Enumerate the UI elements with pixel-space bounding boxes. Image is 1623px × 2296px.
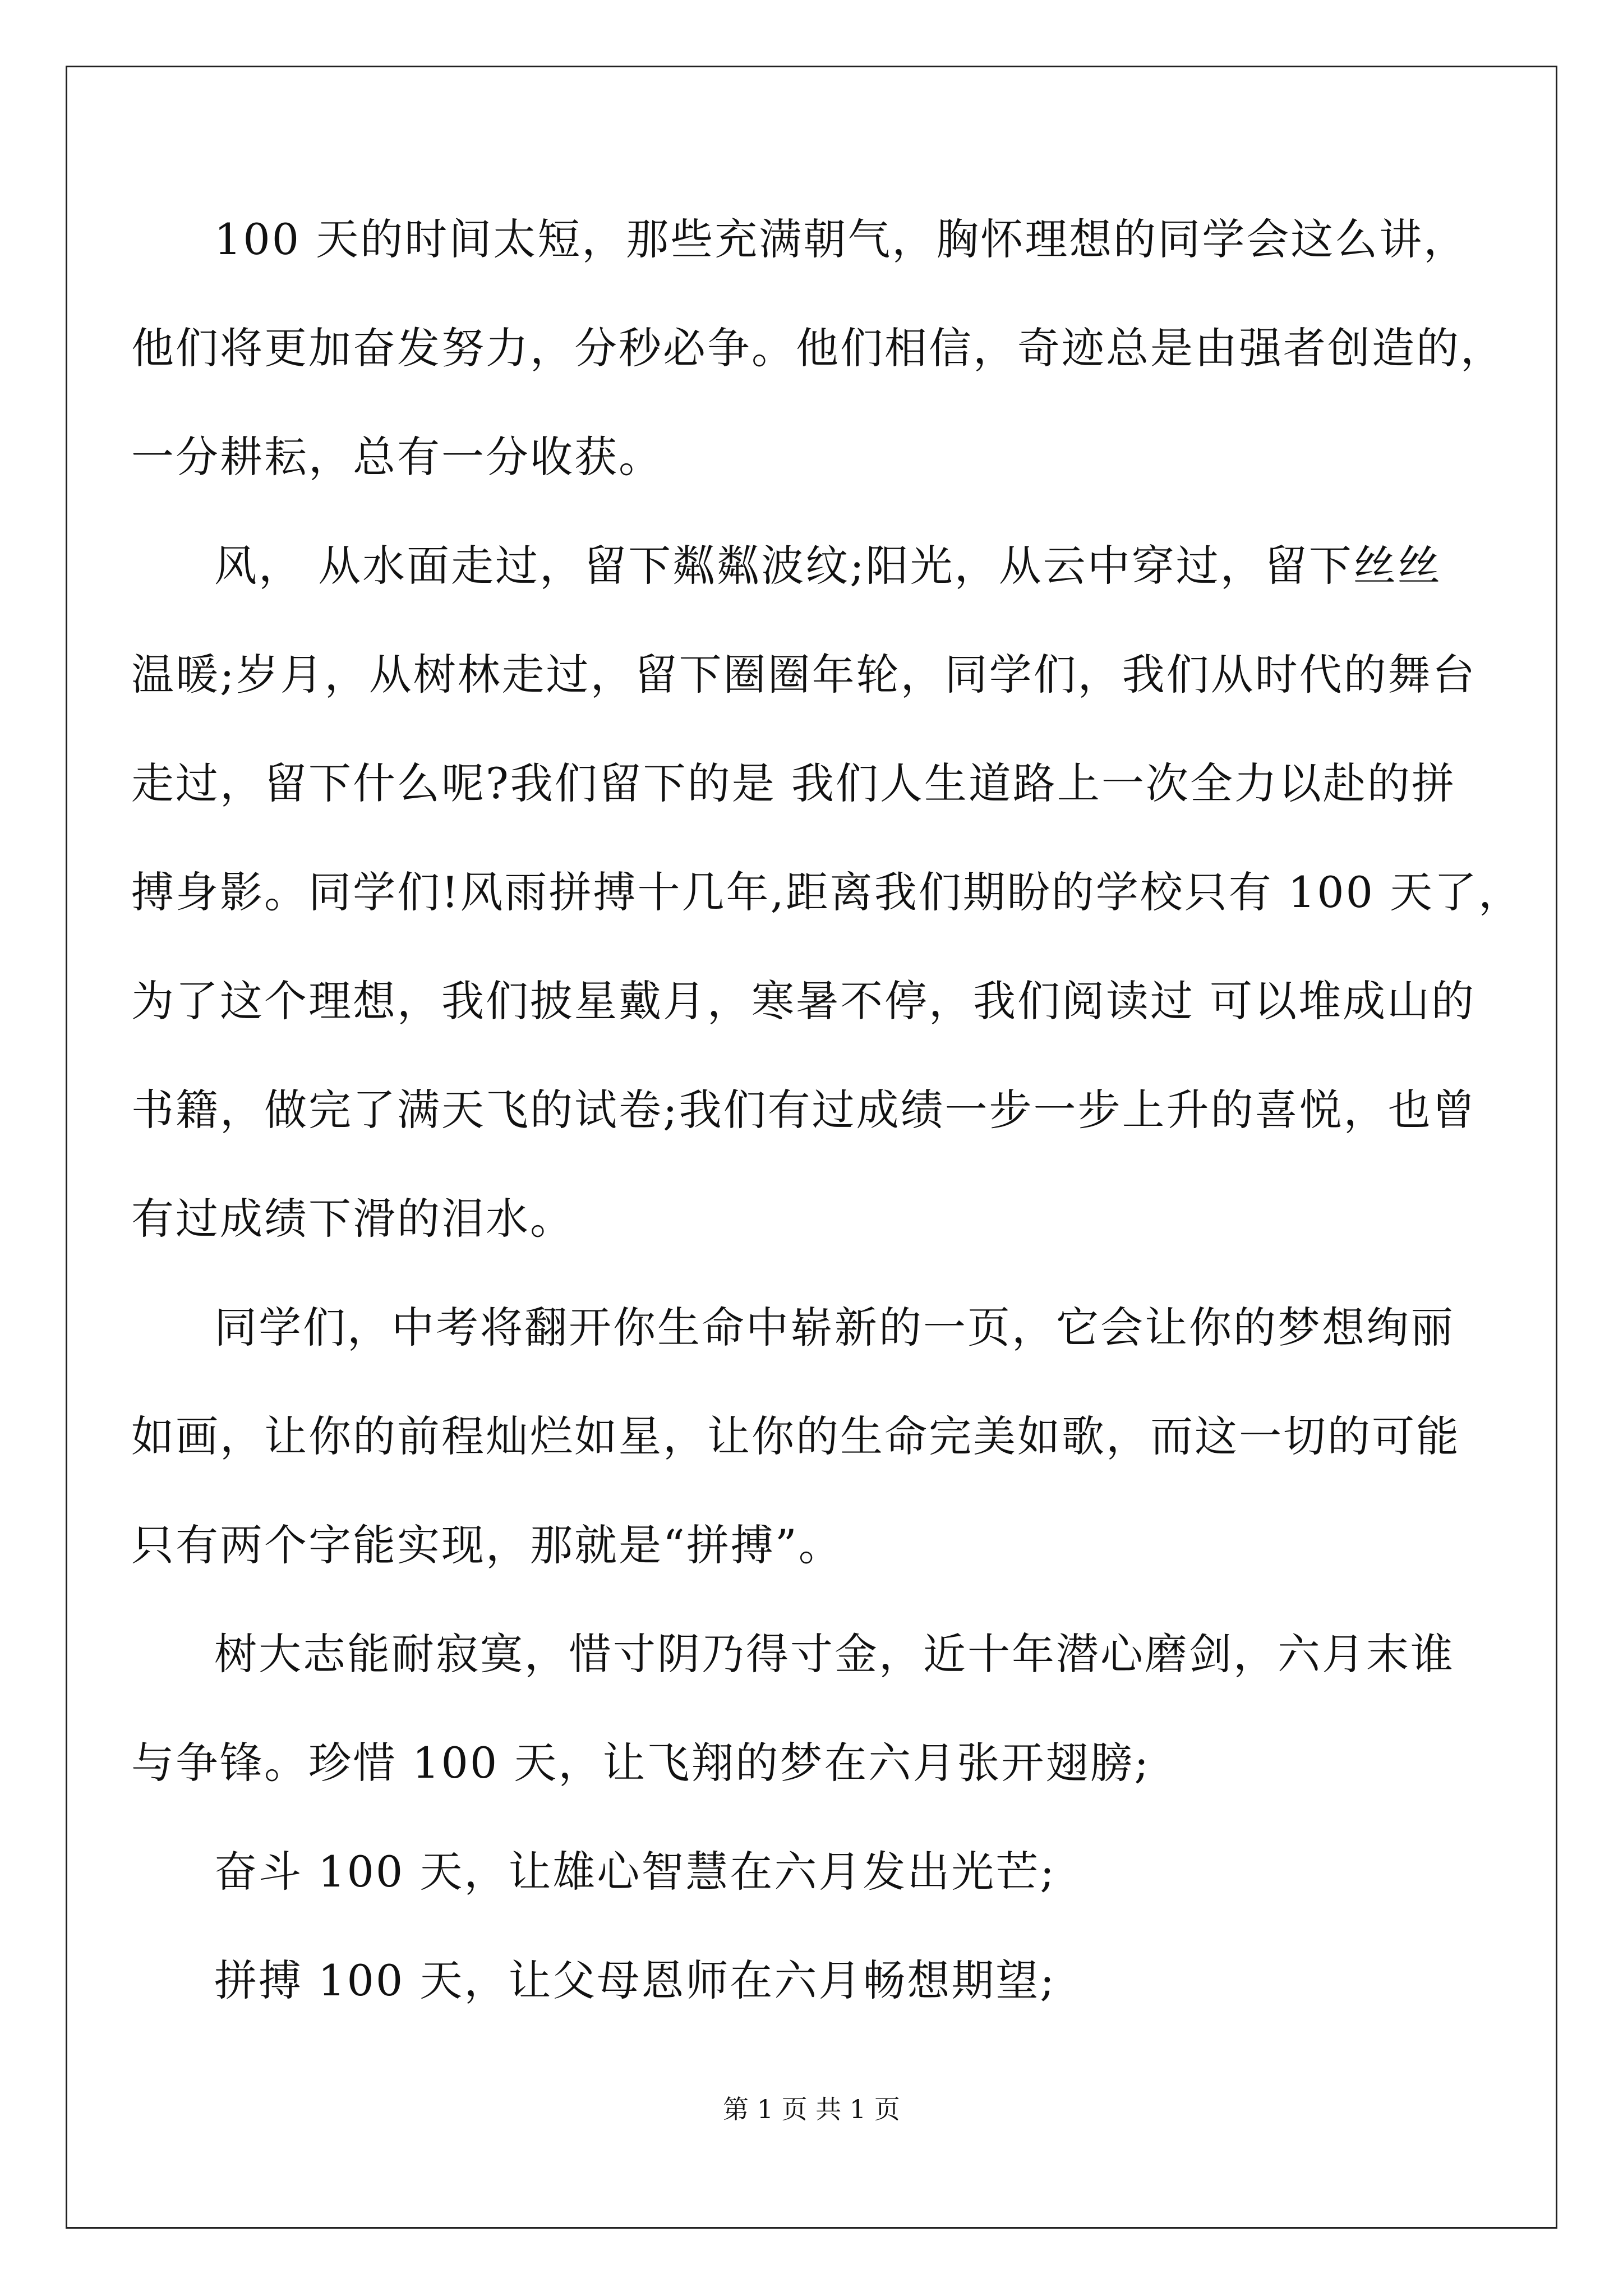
document-body [131,185,1523,2035]
text-line: 100 天的时间太短，那些充满朝气，胸怀理想的同学会这么讲， [214,214,1468,264]
text-line: 树大志能耐寂寞，惜寸阴乃得寸金，近十年潜心磨剑，六月末谁 [214,1629,1455,1679]
text-line: 只有两个字能实现，那就是“拼搏”。 [131,1520,843,1570]
text-line: 风， 从水面走过，留下粼粼波纹;阳光，从云中穿过，留下丝丝 [214,541,1442,591]
text-line: 为了这个理想，我们披星戴月，寒暑不停，我们阅读过 可以堆成山的 [131,976,1476,1026]
text-line: 书籍，做完了满天飞的试卷;我们有过成绩一步一步上升的喜悦，也曾 [131,1085,1477,1135]
text-line: 有过成绩下滑的泪水。 [131,1194,574,1244]
text-line: 温暖;岁月，从树林走过，留下圈圈年轮，同学们，我们从时代的舞台 [131,650,1477,700]
text-line: 与争锋。珍惜 100 天，让飞翔的梦在六月张开翅膀; [131,1738,1150,1788]
text-line: 拼搏 100 天，让父母恩师在六月畅想期望; [214,1955,1056,2005]
text-line: 他们将更加奋发努力，分秒必争。他们相信，奇迹总是由强者创造的， [131,323,1505,373]
text-line: 如画，让你的前程灿烂如星，让你的生命完美如歌，而这一切的可能 [131,1411,1460,1461]
page-number-footer: 第 1 页 共 1 页 [723,2094,900,2124]
text-line: 一分耕耘，总有一分收获。 [131,432,663,482]
text-line: 同学们，中考将翻开你生命中崭新的一页，它会让你的梦想绚丽 [214,1303,1455,1352]
text-line: 搏身影。同学们!风雨拼搏十几年,距离我们期盼的学校只有 100 天了， [131,867,1523,917]
text-line: 奋斗 100 天，让雄心智慧在六月发出光芒; [214,1847,1056,1897]
text-line: 走过，留下什么呢?我们留下的是 我们人生道路上一次全力以赴的拼 [131,758,1456,808]
